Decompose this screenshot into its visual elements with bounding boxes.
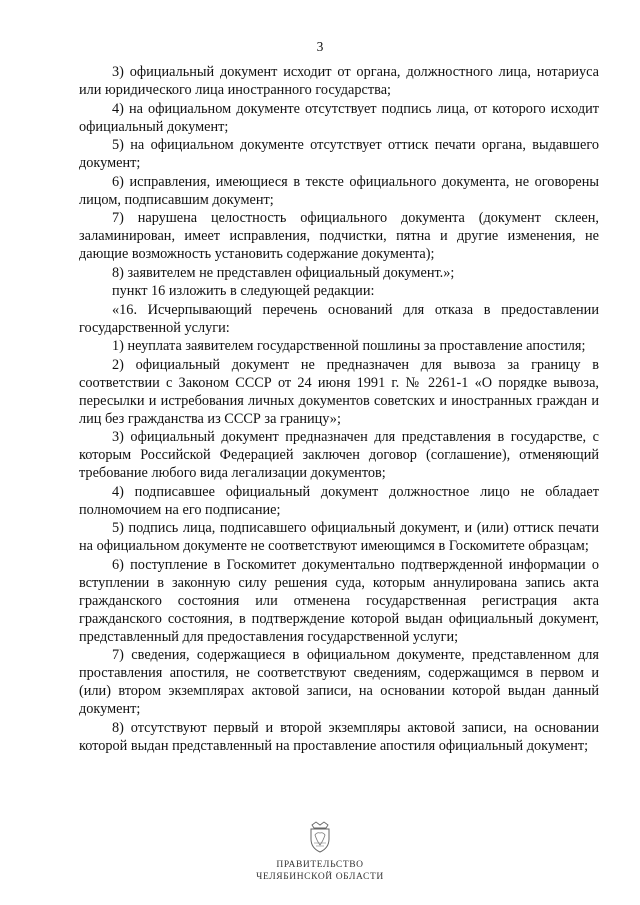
paragraph: 7) нарушена целостность официального документа (документ склеен, заламинирован, имеет исправления, подчистки, пятна и другие изменения, не дающие возможность установить содержание документа);	[79, 210, 599, 262]
paragraph: 6) исправления, имеющиеся в тексте официального документа, не оговорены лицом, подписавшим документ;	[79, 173, 599, 208]
paragraph: 3) официальный документ исходит от органа, должностного лица, нотариуса или юридического лица иностранного государства;	[79, 64, 599, 98]
paragraph: 5) подпись лица, подписавшего официальный документ, и (или) оттиск печати на официальном документе не соответствуют имеющимся в Госкомитете образцам;	[79, 520, 599, 554]
paragraph: 4) подписавшее официальный документ должностное лицо не обладает полномочием на его подписание;	[79, 483, 599, 518]
paragraph: 2) официальный документ не предназначен для вывоза за границу в соответствии с Законом СССР от 24 июня 1991 г. № 2261-1 «О порядке вывоза, пересылки и истребования личных документов советских и иностранных граждан и лиц без гражданства из СССР за границу»;	[79, 356, 599, 427]
footer-emblem-block	[0, 821, 640, 883]
paragraph: 3) официальный документ предназначен для представления в государстве, с которым Российской Федерацией заключен договор (соглашение), отменяющий требование любого вида легализации документов;	[79, 429, 599, 481]
page-number: 3	[316, 39, 324, 54]
document-body	[79, 63, 599, 755]
paragraph: 8) отсутствуют первый и второй экземпляры актовой записи, на основании которой выдан представленный на проставление апостиля официальный документ;	[79, 719, 599, 754]
paragraph: 6) поступление в Госкомитет документально подтвержденной информации о вступлении в законную силу решения суда, которым аннулирована запись акта гражданского состояния или отменена государственная регистрация акта гражданского состояния, в подтверждение которой выдан официальный документ, представленный для предоставления государственной услуги;	[79, 556, 599, 645]
paragraph: 4) на официальном документе отсутствует подпись лица, от которого исходит официальный документ;	[79, 100, 599, 135]
org-name-line-1: ПРАВИТЕЛЬСТВО	[276, 860, 364, 870]
paragraph: 8) заявителем не представлен официальный документ.»;	[112, 264, 455, 281]
paragraph: 7) сведения, содержащиеся в официальном документе, представленном для проставления апостиля, не соответствуют сведениям, содержащимся в первом и (или) втором экземплярах актовой записи, на основании которой выдан данный документ;	[79, 647, 599, 717]
org-name-line-2: ЧЕЛЯБИНСКОЙ ОБЛАСТИ	[256, 872, 384, 882]
paragraph: «16. Исчерпывающий перечень оснований для отказа в предоставлении государственной услуги:	[79, 301, 599, 336]
paragraph: 1) неуплата заявителем государственной пошлины за проставление апостиля;	[112, 338, 586, 354]
paragraph: 5) на официальном документе отсутствует оттиск печати органа, выдавшего документ;	[79, 137, 599, 171]
paragraph: пункт 16 изложить в следующей редакции:	[112, 283, 375, 299]
coat-of-arms-icon	[306, 821, 334, 853]
